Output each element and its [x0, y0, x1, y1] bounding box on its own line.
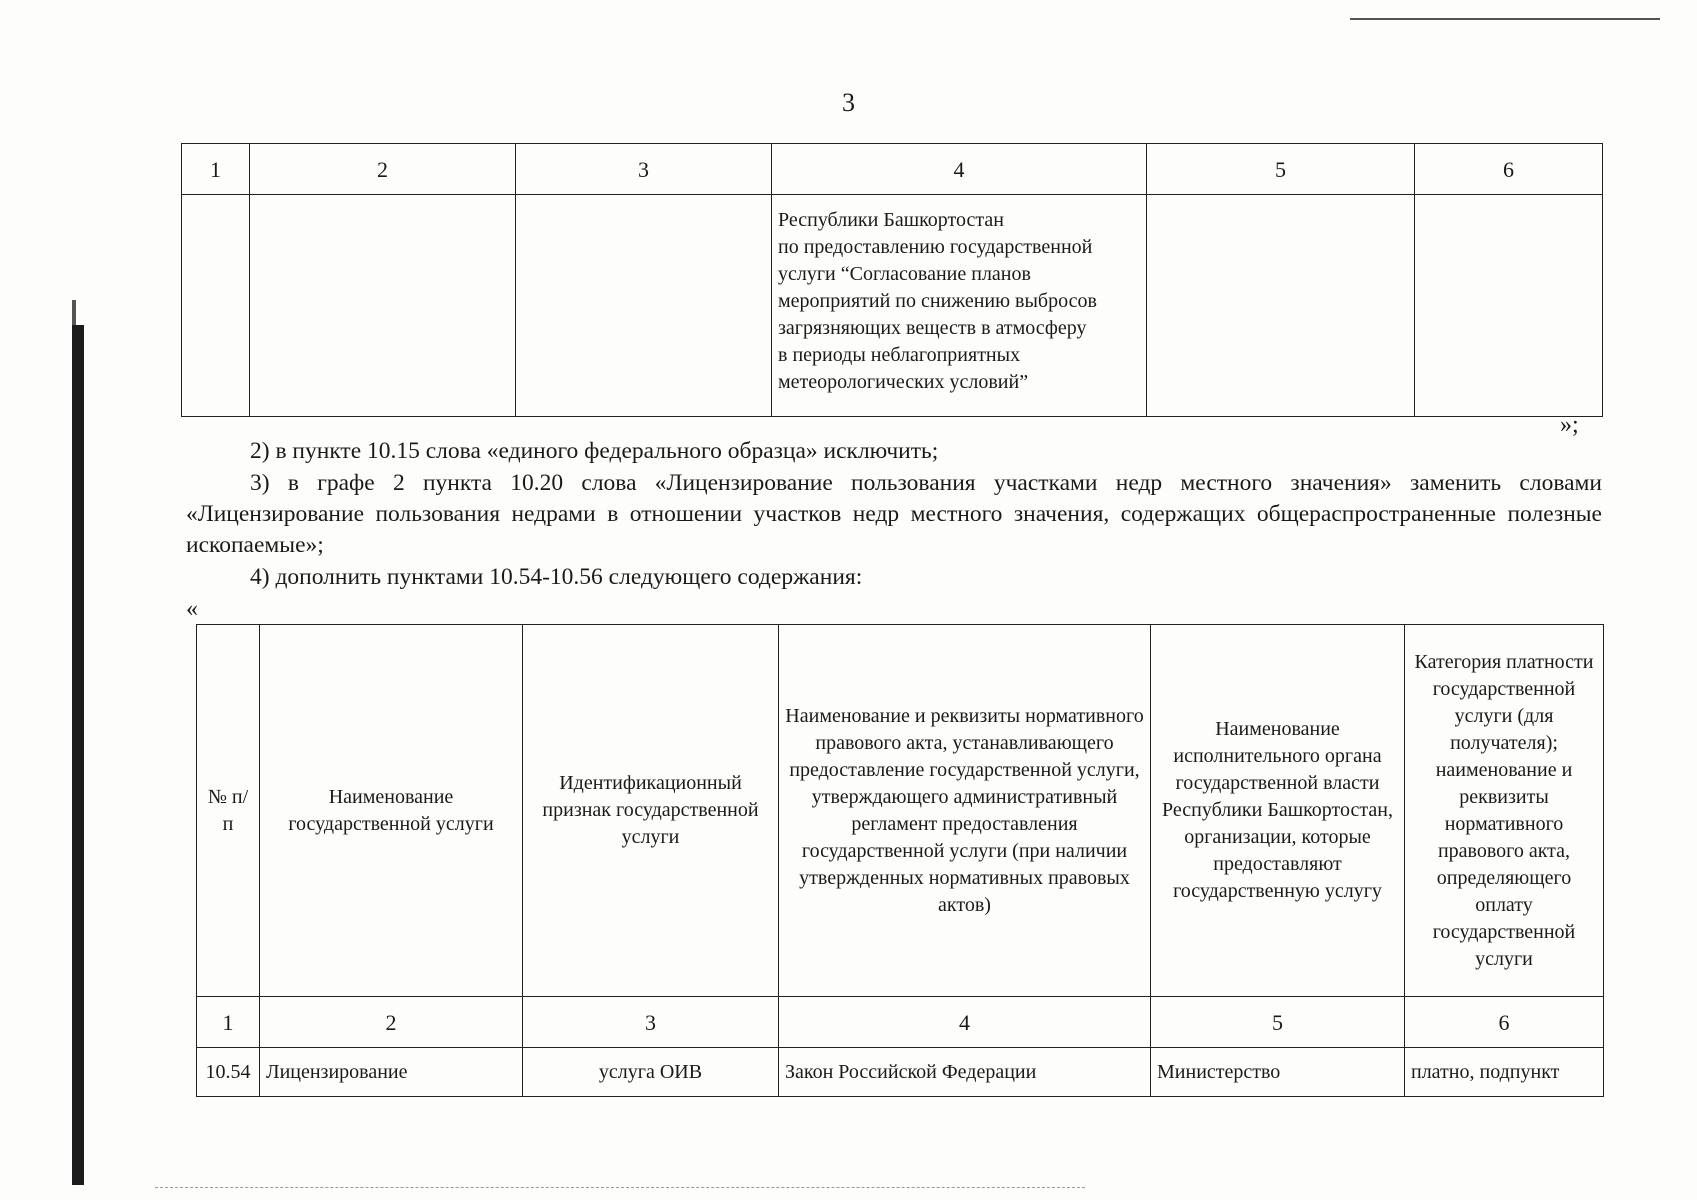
row-number: 10.54 [197, 1048, 260, 1097]
table-row [182, 195, 1603, 417]
executive-body-cell: Министерство [1151, 1048, 1405, 1097]
header-number: № п/п [197, 625, 260, 997]
scan-top-rule [1350, 18, 1660, 20]
column-number: 4 [779, 997, 1151, 1048]
empty-cell [1147, 195, 1415, 417]
cell-line: метеорологических условий” [778, 371, 1029, 393]
cell-line: в периоды неблагоприятных [778, 344, 1021, 366]
column-number: 1 [197, 997, 260, 1048]
column-number: 1 [182, 144, 250, 195]
column-number: 2 [260, 997, 523, 1048]
paragraph-4: 4) дополнить пунктами 10.54-10.56 следующего содержания: [250, 564, 863, 590]
closing-quote: »; [1560, 412, 1579, 438]
header-legal-act: Наименование и реквизиты нормативного правового акта, устанавливающего предоставление государственной услуги, утверждающего административный регламент предоставления государственной услуги (при наличии утвержденных нормативных правовых актов) [779, 625, 1151, 997]
table-row [197, 1048, 1604, 1097]
column-number: 4 [772, 144, 1147, 195]
legal-act-cell [772, 195, 1147, 417]
empty-cell [516, 195, 772, 417]
column-number-row [182, 144, 1603, 195]
identifier-cell: услуга ОИВ [523, 1048, 779, 1097]
paragraph-3: 3) в графе 2 пункта 10.20 слова «Лицензирование пользования участками недр местного значения» заменить словами «Лицензирование пользования недрами в отношении участков недр местного значения, содержащих общераспространенные полезные ископаемые»; [186, 470, 1602, 558]
cell-line: Республики Башкортостан [778, 209, 1004, 231]
empty-cell [1415, 195, 1603, 417]
column-number: 3 [523, 997, 779, 1048]
cell-line: загрязняющих веществ в атмосферу [778, 317, 1087, 339]
paragraph-2: 2) в пункте 10.15 слова «единого федерального образца» исключить; [250, 438, 939, 464]
services-table [196, 624, 1604, 1097]
legal-act-cell: Закон Российской Федерации [779, 1048, 1151, 1097]
header-identifier: Идентификационный признак государственной услуги [523, 625, 779, 997]
column-number: 5 [1147, 144, 1415, 195]
cell-line: услуги “Согласование планов [778, 263, 1031, 285]
header-payment-category: Категория платности государственной услуги (для получателя); наименование и реквизиты нормативного правового акта, определяющего оплату государственной услуги [1405, 625, 1604, 997]
scan-bottom-rule [155, 1187, 1085, 1189]
header-service-name: Наименование государственной услуги [260, 625, 523, 997]
header-executive-body: Наименование исполнительного органа государственной власти Республики Башкортостан, организации, которые предоставляют государственную услугу [1151, 625, 1405, 997]
column-number-row [197, 997, 1604, 1048]
payment-category-cell: платно, подпункт [1405, 1048, 1604, 1097]
service-name-cell: Лицензирование [260, 1048, 523, 1097]
continued-table [181, 143, 1603, 417]
opening-quote: « [186, 596, 198, 622]
empty-cell [250, 195, 516, 417]
header-row [197, 625, 1604, 997]
column-number: 6 [1405, 997, 1604, 1048]
column-number: 3 [516, 144, 772, 195]
column-number: 2 [250, 144, 516, 195]
scan-edge-bar [72, 325, 84, 1185]
cell-line: по предоставлению государственной [778, 236, 1093, 258]
page-number: 3 [842, 88, 855, 117]
cell-line: мероприятий по снижению выбросов [778, 290, 1097, 312]
column-number: 6 [1415, 144, 1603, 195]
empty-cell [182, 195, 250, 417]
column-number: 5 [1151, 997, 1405, 1048]
